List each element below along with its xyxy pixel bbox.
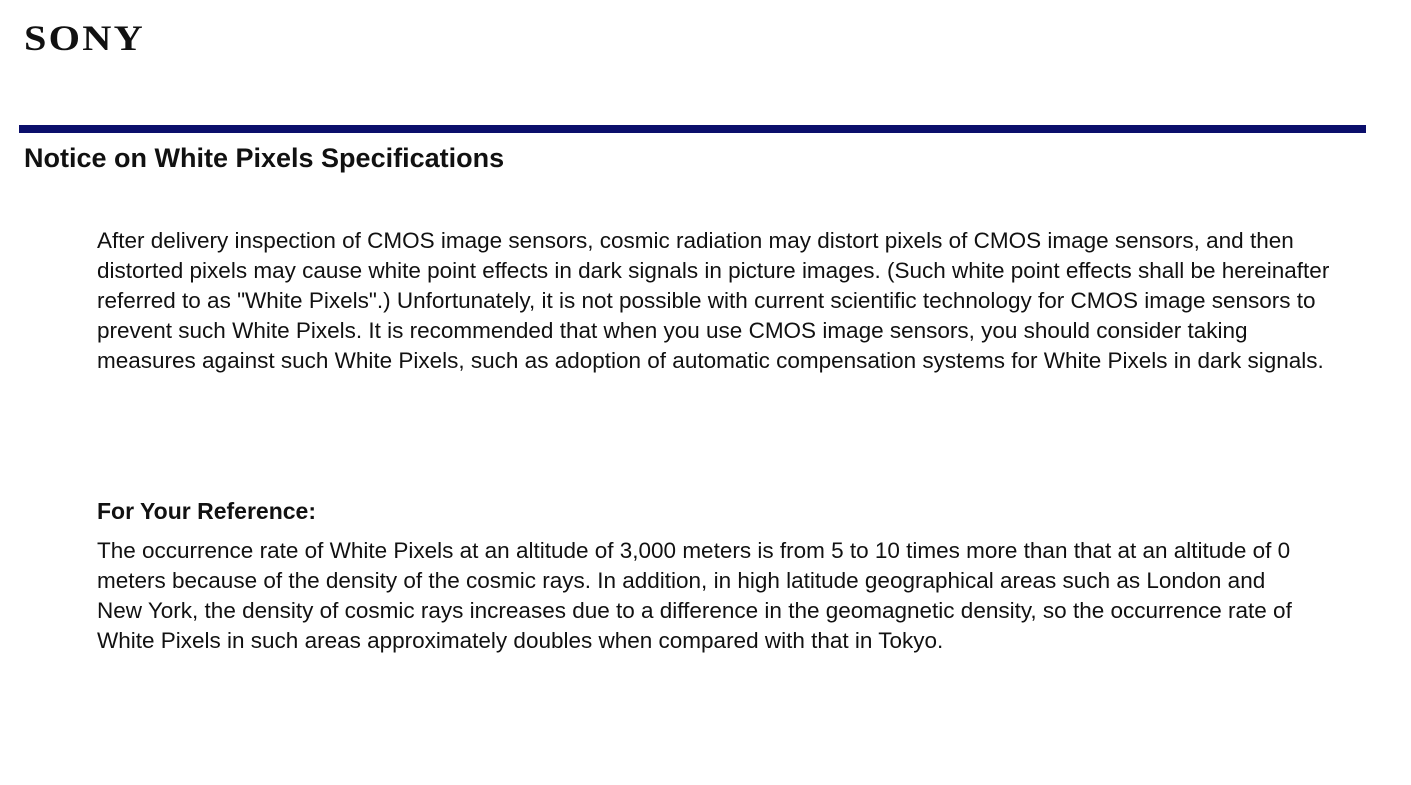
sony-logo: SONY — [24, 18, 145, 58]
page-title: Notice on White Pixels Specifications — [24, 143, 505, 173]
header-divider — [19, 125, 1366, 133]
reference-heading: For Your Reference: — [97, 498, 316, 524]
notice-paragraph: After delivery inspection of CMOS image sensors, cosmic radiation may distort pixels of CMOS image sensors, and then distorted pixels may cause white point effects in dark signals in picture images. (Such white point effects shall be hereinafter referred to as "White Pixels".) Unfortunately, it is not possible with current scientific technology for CMOS image sensors to prevent such White Pixels. It is recommended that when you use CMOS image sensors, you should consider taking measures against such White Pixels, such as adoption of automatic compensation systems for White Pixels in dark signals. — [97, 228, 1330, 373]
reference-paragraph: The occurrence rate of White Pixels at an altitude of 3,000 meters is from 5 to 10 times more than that at an altitude of 0 meters because of the density of the cosmic rays. In addition, in high latitude geographical areas such as London and New York, the density of cosmic rays increases due to a difference in the geomagnetic density, so the occurrence rate of White Pixels in such areas approximately doubles when compared with that in Tokyo. — [97, 538, 1292, 653]
